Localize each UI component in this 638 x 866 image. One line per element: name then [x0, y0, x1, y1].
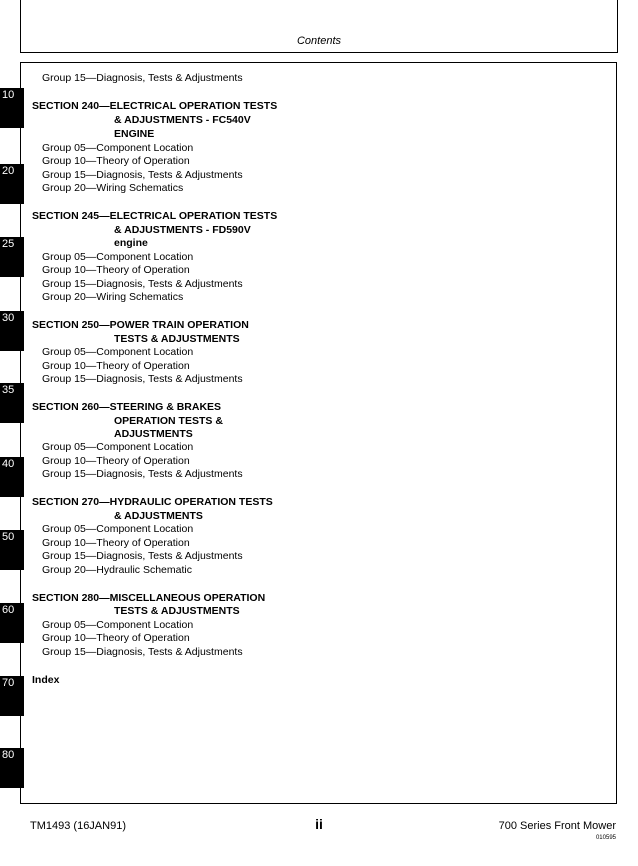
toc-section-title-cont: OPERATION TESTS &: [114, 415, 223, 427]
toc-section-240[interactable]: SECTION 240—ELECTRICAL OPERATION TESTS: [32, 100, 278, 112]
toc-section-title-cont: & ADJUSTMENTS - FC540V: [114, 114, 251, 126]
tab-50[interactable]: 50: [0, 530, 24, 570]
toc-group[interactable]: Group 10—Theory of Operation: [42, 360, 190, 372]
toc-index[interactable]: Index: [32, 674, 60, 686]
toc-section-270[interactable]: SECTION 270—HYDRAULIC OPERATION TESTS: [32, 496, 273, 508]
toc-group[interactable]: Group 10—Theory of Operation: [42, 632, 190, 644]
toc-group[interactable]: Group 05—Component Location: [42, 441, 194, 453]
tab-40[interactable]: 40: [0, 457, 24, 497]
toc-group[interactable]: Group 15—Diagnosis, Tests & Adjustments: [42, 169, 243, 181]
toc-group[interactable]: Group 10—Theory of Operation: [42, 264, 190, 276]
toc-section-title-cont: ENGINE: [114, 128, 155, 140]
toc-group[interactable]: Group 15—Diagnosis, Tests & Adjustments: [42, 373, 243, 385]
tab-70[interactable]: 70: [0, 676, 24, 716]
toc-group[interactable]: Group 15—Diagnosis, Tests & Adjustments: [42, 468, 243, 480]
toc-group[interactable]: Group 05—Component Location: [42, 251, 194, 263]
toc-group[interactable]: Group 05—Component Location: [42, 619, 194, 631]
toc-group[interactable]: Group 05—Component Location: [42, 523, 194, 535]
footer-manual-id: TM1493 (16JAN91): [30, 820, 126, 832]
page-number: ii: [315, 816, 323, 832]
toc-group[interactable]: Group 15—Diagnosis, Tests & Adjustments: [42, 72, 243, 84]
tab-25[interactable]: 25: [0, 237, 24, 277]
toc-group[interactable]: Group 10—Theory of Operation: [42, 455, 190, 467]
toc-section-title-cont: TESTS & ADJUSTMENTS: [114, 333, 240, 345]
toc-group[interactable]: Group 20—Wiring Schematics: [42, 291, 184, 303]
toc-section-280[interactable]: SECTION 280—MISCELLANEOUS OPERATION: [32, 592, 266, 604]
toc-section-250[interactable]: SECTION 250—POWER TRAIN OPERATION: [32, 319, 249, 331]
toc-section-245[interactable]: SECTION 245—ELECTRICAL OPERATION TESTS: [32, 210, 278, 222]
toc-group[interactable]: Group 20—Hydraulic Schematic: [42, 564, 192, 576]
tab-30[interactable]: 30: [0, 311, 24, 351]
toc-group[interactable]: Group 15—Diagnosis, Tests & Adjustments: [42, 646, 243, 658]
toc-section-title-cont: & ADJUSTMENTS: [114, 510, 203, 522]
tab-20[interactable]: 20: [0, 164, 24, 204]
toc-section-title-cont: ADJUSTMENTS: [114, 428, 193, 440]
tab-60[interactable]: 60: [0, 603, 24, 643]
footer-code: 010595: [595, 835, 616, 841]
toc-group[interactable]: Group 05—Component Location: [42, 142, 194, 154]
header-divider: [20, 52, 618, 53]
toc-group[interactable]: Group 20—Wiring Schematics: [42, 182, 184, 194]
tab-80[interactable]: 80: [0, 748, 24, 788]
toc-section-title-cont: TESTS & ADJUSTMENTS: [114, 605, 240, 617]
tab-10[interactable]: 10: [0, 88, 24, 128]
toc-section-title-cont: engine: [114, 237, 148, 249]
footer-product-name: 700 Series Front Mower: [498, 820, 616, 832]
page-title: Contents: [296, 35, 342, 47]
toc-group[interactable]: Group 05—Component Location: [42, 346, 194, 358]
tab-35[interactable]: 35: [0, 383, 24, 423]
toc-group[interactable]: Group 10—Theory of Operation: [42, 155, 190, 167]
toc-group[interactable]: Group 15—Diagnosis, Tests & Adjustments: [42, 550, 243, 562]
toc-section-title-cont: & ADJUSTMENTS - FD590V: [114, 224, 251, 236]
toc-group[interactable]: Group 10—Theory of Operation: [42, 537, 190, 549]
toc-group[interactable]: Group 15—Diagnosis, Tests & Adjustments: [42, 278, 243, 290]
toc-section-260[interactable]: SECTION 260—STEERING & BRAKES: [32, 401, 222, 413]
